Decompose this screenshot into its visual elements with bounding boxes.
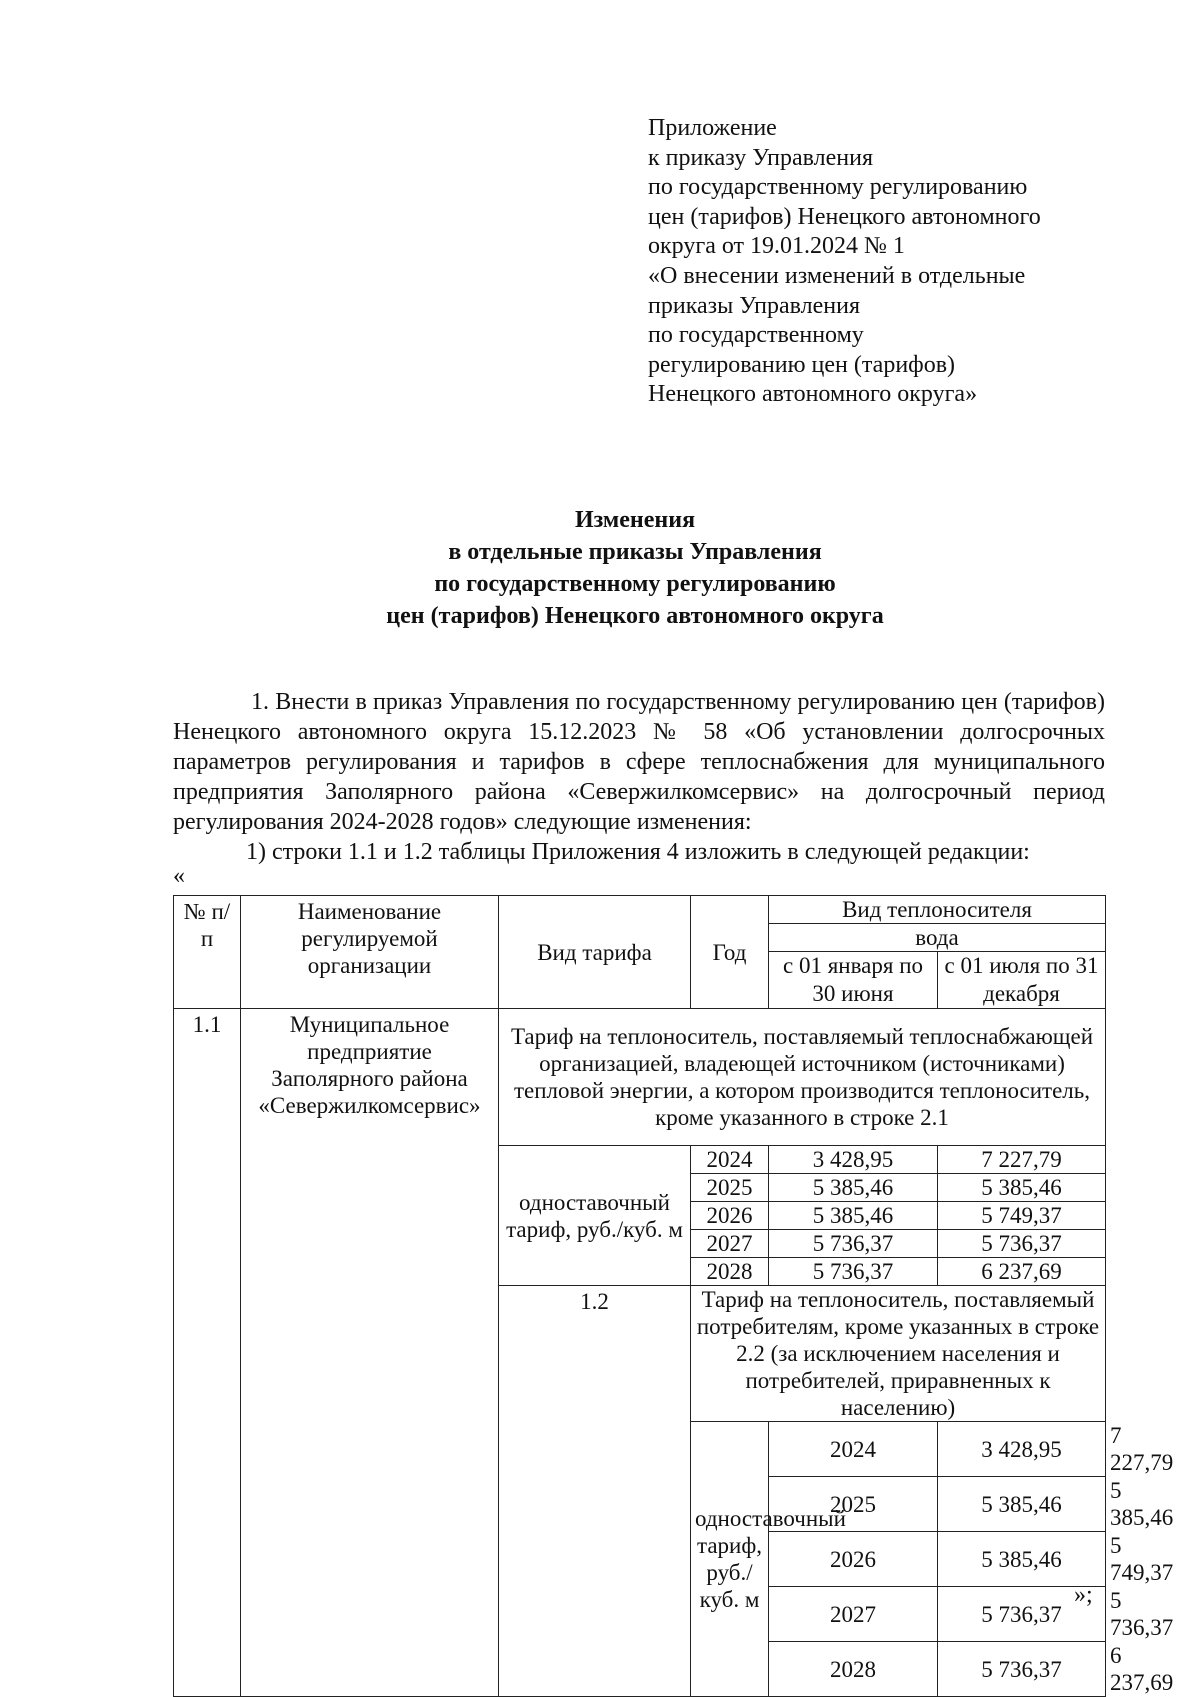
table-row: 2026 5 385,46 5 749,37 bbox=[174, 1532, 1106, 1587]
document-title bbox=[0, 504, 1200, 632]
value-cell: 5 736,37 bbox=[769, 1230, 938, 1258]
appendix-header bbox=[648, 114, 1148, 410]
appendix-line: приказы Управления bbox=[648, 292, 860, 319]
value-cell: 5 385,46 bbox=[938, 1174, 1106, 1202]
table-row: одноставочный тариф, руб./куб. м 2024 3 428,95 7 227,79 bbox=[174, 1422, 1106, 1477]
title-line: по государственному регулированию bbox=[434, 571, 836, 597]
value-cell: 5 736,37 bbox=[938, 1230, 1106, 1258]
organization-name: Муниципальное предприятие Заполярного района «Севержилкомсервис» bbox=[241, 1009, 499, 1697]
value-cell: 3 428,95 bbox=[769, 1146, 938, 1174]
year-cell: 2025 bbox=[691, 1174, 769, 1202]
document-body bbox=[173, 687, 1105, 867]
title-line: Изменения bbox=[574, 507, 696, 533]
header-tariff-type: Вид тарифа bbox=[499, 896, 691, 1009]
close-quote: »; bbox=[1074, 1582, 1093, 1608]
appendix-line: цен (тарифов) Ненецкого автономного bbox=[648, 203, 1041, 230]
tariff-label: одноставочный тариф, руб./куб. м bbox=[499, 1146, 691, 1286]
value-cell: 5 736,37 bbox=[938, 1642, 1106, 1697]
value-cell: 7 227,79 bbox=[938, 1146, 1106, 1174]
appendix-line: округа от 19.01.2024 № 1 bbox=[648, 233, 905, 260]
header-num: № п/п bbox=[174, 896, 241, 1009]
header-carrier: Вид теплоносителя bbox=[769, 896, 1106, 924]
header-period-2: с 01 июля по 31 декабря bbox=[938, 952, 1106, 1009]
year-cell: 2025 bbox=[769, 1477, 938, 1532]
appendix-line: по государственному регулированию bbox=[648, 174, 1028, 201]
open-quote: « bbox=[173, 863, 185, 889]
value-cell: 5 385,46 bbox=[938, 1532, 1106, 1587]
value-cell: 5 736,37 bbox=[938, 1587, 1106, 1642]
row-number: 1.1 bbox=[174, 1009, 241, 1697]
year-cell: 2026 bbox=[769, 1532, 938, 1587]
value-cell: 3 428,95 bbox=[938, 1422, 1106, 1477]
section-description: Тариф на теплоноситель, поставляемый потребителям, кроме указанных в строке 2.2 (за исключением населения и потребителей, приравненных к населению) bbox=[691, 1286, 1106, 1422]
table-row: 2027 5 736,37 5 736,37 bbox=[174, 1587, 1106, 1642]
header-water: вода bbox=[769, 924, 1106, 952]
row-number: 1.2 bbox=[499, 1286, 691, 1697]
header-org: Наименование регулируемой организации bbox=[241, 896, 499, 1009]
year-cell: 2028 bbox=[769, 1642, 938, 1697]
header-row bbox=[174, 896, 1106, 924]
appendix-line: «О внесении изменений в отдельные bbox=[648, 262, 1026, 289]
value-cell: 5 385,46 bbox=[769, 1174, 938, 1202]
header-period-1: с 01 января по 30 июня bbox=[769, 952, 938, 1009]
appendix-line: по государственному bbox=[648, 322, 864, 349]
value-cell: 5 385,46 bbox=[938, 1477, 1106, 1532]
table-row: 2028 5 736,37 6 237,69 bbox=[174, 1642, 1106, 1697]
title-line: цен (тарифов) Ненецкого автономного округа bbox=[386, 603, 884, 629]
year-cell: 2028 bbox=[691, 1258, 769, 1286]
table-row: 2025 5 385,46 5 385,46 bbox=[174, 1477, 1106, 1532]
tariff-label: одноставочный тариф, руб./куб. м bbox=[691, 1422, 769, 1697]
year-cell: 2027 bbox=[769, 1587, 938, 1642]
appendix-line: Ненецкого автономного округа» bbox=[648, 381, 978, 408]
header-year: Год bbox=[691, 896, 769, 1009]
value-cell: 6 237,69 bbox=[938, 1258, 1106, 1286]
appendix-line: Приложение bbox=[648, 115, 777, 141]
value-cell: 5 736,37 bbox=[769, 1258, 938, 1286]
value-cell: 5 749,37 bbox=[938, 1202, 1106, 1230]
appendix-line: к приказу Управления bbox=[648, 144, 874, 171]
year-cell: 2026 bbox=[691, 1202, 769, 1230]
title-line: в отдельные приказы Управления bbox=[448, 539, 822, 565]
paragraph-2: 1) строки 1.1 и 1.2 таблицы Приложения 4 изложить в следующей редакции: bbox=[246, 839, 1030, 865]
appendix-line: регулированию цен (тарифов) bbox=[648, 351, 956, 378]
section-description: Тариф на теплоноситель, поставляемый теплоснабжающей организацией, владеющей источником (источниками) тепловой энергии, а котором производится теплоноситель, кроме указанного в строке 2.1 bbox=[499, 1009, 1106, 1146]
paragraph-1: 1. Внести в приказ Управления по государственному регулированию цен (тарифов) Ненецкого автономного округа 15.12.2023 № 58 «Об установлении долгосрочных параметров регулирования и тарифов в сфере теплоснабжения для муниципального предприятия Заполярного района «Севержилкомсервис» на долгосрочный период регулирования 2024-2028 годов» следующие изменения: bbox=[173, 689, 1105, 835]
value-cell: 5 385,46 bbox=[769, 1202, 938, 1230]
year-cell: 2027 bbox=[691, 1230, 769, 1258]
table-row bbox=[174, 1009, 1106, 1146]
year-cell: 2024 bbox=[691, 1146, 769, 1174]
year-cell: 2024 bbox=[769, 1422, 938, 1477]
tariff-table bbox=[173, 895, 1174, 1697]
